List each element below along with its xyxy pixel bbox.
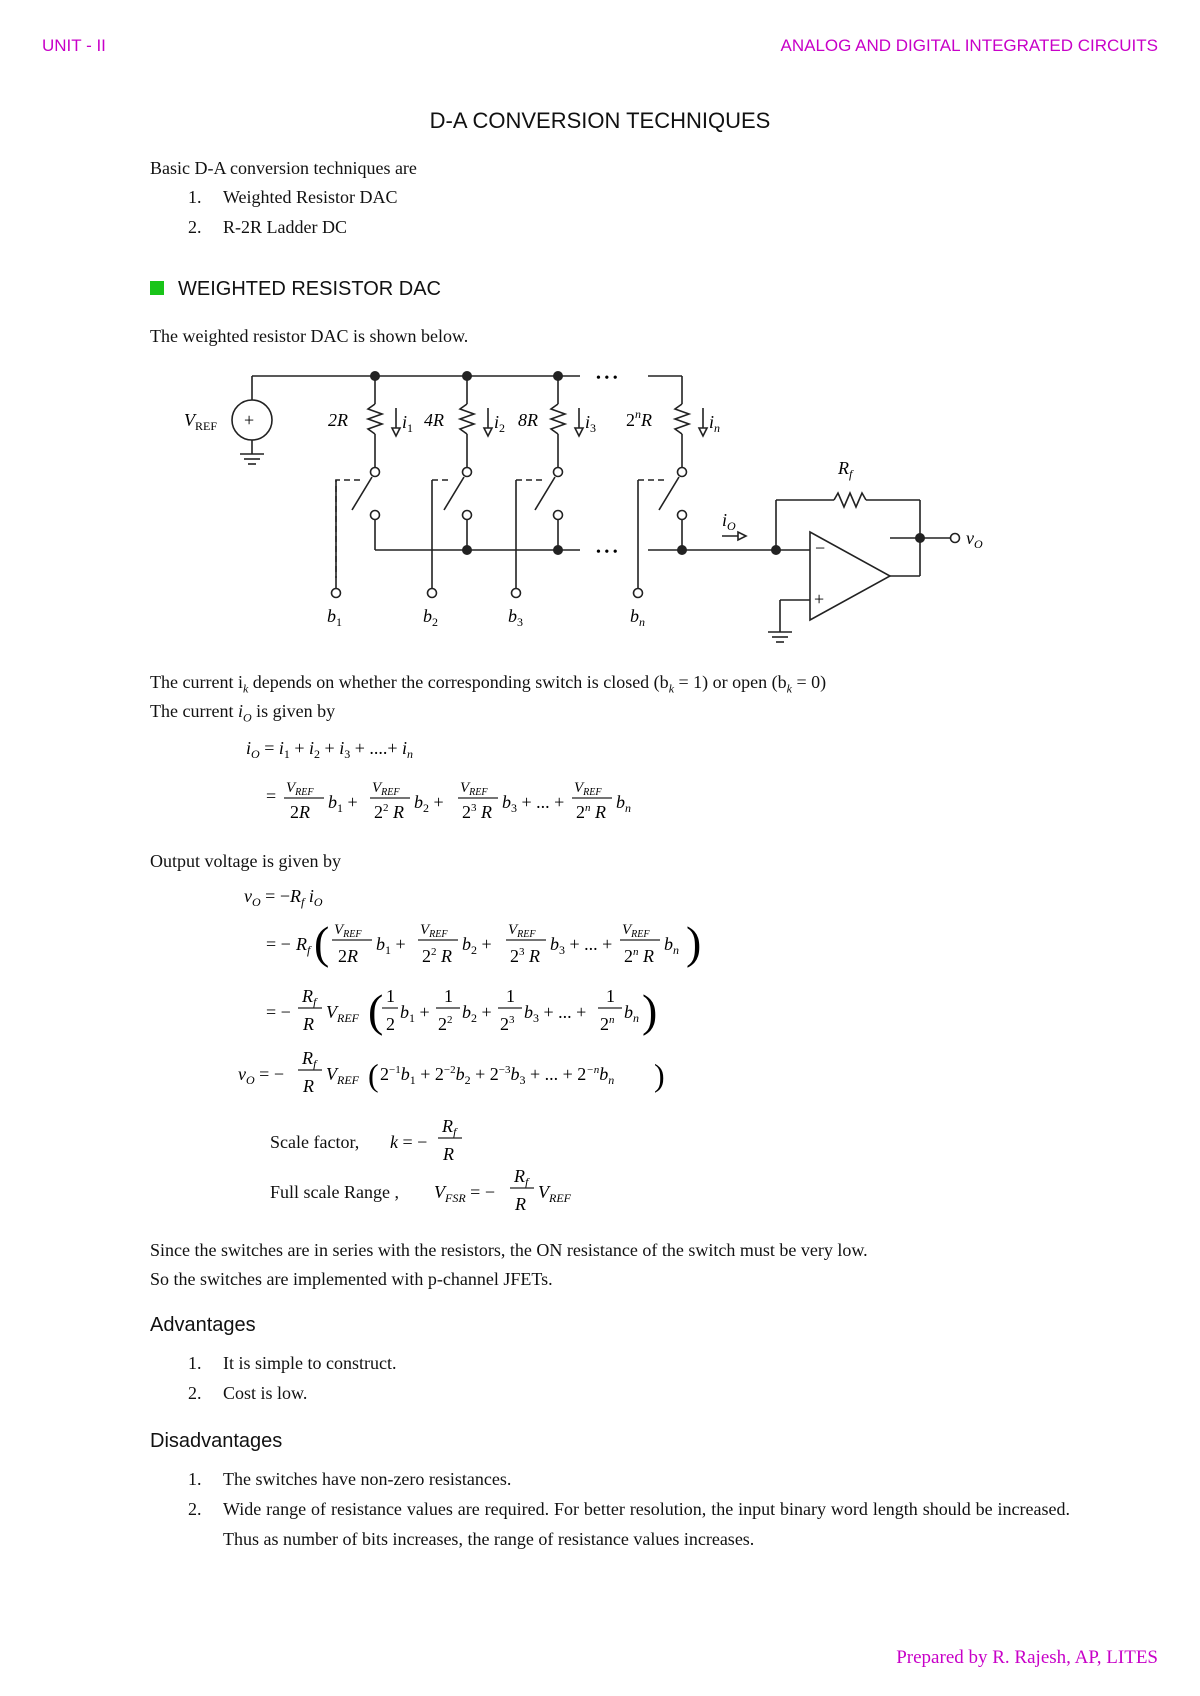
svg-text:VREF: $V_{REF}$ (286, 780, 314, 798)
svg-text:23: $2^3$ (500, 1014, 515, 1034)
svg-text:1: 1 (606, 986, 615, 1006)
svg-text:1: 1 (506, 986, 515, 1006)
svg-text:Rf: $R_f$ (302, 1048, 317, 1071)
intro-lead: Basic D-A conversion techniques are (150, 158, 417, 178)
svg-text:R: R (515, 1194, 526, 1214)
svg-text:b3 + ... +: $b_3$ + ... + (524, 1002, 587, 1025)
list-item: 1. The switches have non-zero resistances. (188, 1469, 512, 1489)
res-4r: 4R (424, 410, 444, 430)
res-2nr: 2$^n$R (626, 407, 652, 430)
current-given-text: The current $i_O$ is given by (150, 701, 336, 725)
svg-text:1: 1 (386, 986, 395, 1006)
svg-text:VREF: $V_{REF}$ (326, 1002, 359, 1025)
svg-text:1: 1 (444, 986, 453, 1006)
svg-text:R: R (303, 1014, 314, 1034)
svg-text:R: R (303, 1076, 314, 1096)
svg-text:): ) (642, 985, 658, 1036)
header-subject: ANALOG AND DIGITAL INTEGRATED CIRCUITS (780, 36, 1158, 55)
io-label: $i_O$ (722, 510, 736, 533)
section-caption: The weighted resistor DAC is shown below. (150, 326, 469, 346)
page-title: D-A CONVERSION TECHNIQUES (429, 108, 771, 133)
current-i1: $i_1$ (402, 412, 414, 435)
svg-text:22: $2^2$ (438, 1014, 453, 1034)
svg-text:b2 +: $b_2$ + (462, 1002, 492, 1025)
svg-text:b3 + ... +: $b_3$ + ... + (550, 934, 613, 957)
ellipsis-top: • • • (596, 371, 618, 386)
rf-label: $R_f$ (838, 458, 853, 481)
svg-text:(: ( (314, 917, 330, 968)
bit-bn: $b_n$ (630, 606, 645, 629)
output-voltage-equations (238, 878, 798, 1108)
vref-label: $V_{REF}$ (184, 410, 218, 433)
list-item: 1. Weighted Resistor DAC (188, 187, 398, 207)
list-item: 2. Cost is low. (188, 1383, 308, 1403)
list-item: 2. R-2R Ladder DC (188, 217, 347, 237)
full-scale-range-equation (434, 1162, 614, 1222)
footer-credit: Prepared by R. Rajesh, AP, LITES (896, 1647, 1158, 1668)
bit-b2: $b_2$ (423, 606, 438, 629)
svg-text:Rf: $R_f$ (442, 1116, 457, 1139)
svg-text:VFSR = −: $V_{FSR}$ = − (434, 1182, 495, 1205)
opamp-plus: + (814, 589, 825, 609)
svg-text:VREF: $V_{REF}$ (420, 922, 448, 940)
svg-text:b2 +: $b_2$ + (414, 792, 444, 815)
header-unit: UNIT - II (42, 36, 106, 55)
svg-text:Rf: $R_f$ (302, 986, 317, 1009)
svg-text:VREF: $V_{REF}$ (372, 780, 400, 798)
svg-text:): ) (686, 917, 702, 968)
list-item: 2. Wide range of resistance values are required. For better resolution, the input binary word length should be increased. Thus as number of bits increases, the range of resistance values increases. (188, 1499, 1070, 1549)
res-2r: 2R (328, 410, 348, 430)
svg-text:2−1b1 + 2−2b2 + 2−3b3 + ... +: $2^{-1}b_1 + 2^{-2}b_2 + 2^{-3}b_3$ + ... + $2^{-n}b_n$ (380, 1064, 615, 1087)
svg-text:= −: = − (266, 1002, 291, 1022)
svg-text:= −: = − (266, 934, 291, 954)
svg-text:b3 + ... +: $b_3$ + ... + (502, 792, 565, 815)
svg-text:23 R: $2^3$ R (462, 802, 492, 822)
svg-text:22 R: $2^2$ R (422, 946, 452, 966)
svg-text:bn: $b_n$ (624, 1002, 639, 1025)
svg-text:VREF: $V_{REF}$ (334, 922, 362, 940)
svg-text:VREF: $V_{REF}$ (508, 922, 536, 940)
svg-text:2: 2 (386, 1014, 395, 1034)
svg-text:VREF: $V_{REF}$ (460, 780, 488, 798)
svg-text:2n R: 2$^n$ R (576, 802, 606, 822)
branch-3 (516, 376, 565, 588)
current-i3: $i_3$ (585, 412, 597, 435)
bit-b1: $b_1$ (327, 606, 342, 629)
svg-text:vO = −: $v_O$ = − (238, 1064, 284, 1087)
svg-text:b2 +: $b_2$ + (462, 934, 492, 957)
res-8r: 8R (518, 410, 538, 430)
svg-text:vO = −Rf iO: $v_O = -R_f$ $i_O$ (244, 886, 323, 909)
bit-b3: $b_3$ (508, 606, 523, 629)
weighted-resistor-dac-diagram (0, 358, 1200, 658)
svg-text:(: ( (368, 985, 384, 1036)
current-i2: $i_2$ (494, 412, 506, 435)
full-scale-range-label: Full scale Range , (270, 1182, 399, 1202)
svg-text:b1 +: $b_1$ + (328, 792, 358, 815)
svg-text:b1 +: $b_1$ + (400, 1002, 430, 1025)
svg-text:bn: $b_n$ (664, 934, 679, 957)
opamp-minus: − (815, 538, 826, 558)
svg-text:iO = i1 + i2 + i3 + ....+ in: $i_O = i_1 + i_2 + i_3$ + ....+ $i_n$ (246, 738, 414, 761)
advantages-heading: Advantages (150, 1314, 256, 1336)
disadvantages-heading: Disadvantages (150, 1430, 283, 1452)
svg-text:=: = (266, 786, 277, 806)
current-equations (240, 730, 740, 830)
svg-text:VREF: $V_{REF}$ (326, 1064, 359, 1087)
disadvantages-list (150, 1464, 1070, 1554)
svg-text:2R: 2R (338, 946, 358, 966)
scale-factor-label: Scale factor, (270, 1132, 360, 1152)
svg-text:2R: 2R (290, 802, 310, 822)
green-square-icon (150, 281, 164, 295)
source-plus: + (244, 410, 255, 430)
svg-text:23 R: $2^3$ R (510, 946, 540, 966)
svg-text:2n R: 2$^n$ R (624, 946, 654, 966)
branch-1 (336, 376, 382, 588)
list-item: 1. It is simple to construct. (188, 1353, 397, 1373)
svg-text:k = −: k = − (390, 1132, 428, 1152)
switch-note-1: Since the switches are in series with the resistors, the ON resistance of the switch must be very low. (150, 1240, 868, 1260)
output-given-text: Output voltage is given by (150, 851, 341, 871)
svg-text:b1 +: $b_1$ + (376, 934, 406, 957)
intro-list (150, 182, 398, 242)
svg-text:Rf: $R_f$ (514, 1166, 529, 1189)
svg-text:Rf: $R_f$ (296, 934, 311, 957)
section-heading: WEIGHTED RESISTOR DAC (150, 278, 441, 301)
svg-text:VREF: $V_{REF}$ (574, 780, 602, 798)
svg-text:VREF: $V_{REF}$ (538, 1182, 571, 1205)
branch-2 (432, 376, 474, 588)
svg-text:VREF: $V_{REF}$ (622, 922, 650, 940)
svg-text:2n: 2$^n$ (600, 1014, 615, 1034)
current-in: $i_n$ (709, 412, 721, 435)
svg-text:): ) (654, 1057, 665, 1093)
current-dependence-text: The current $i_k$ depends on whether the corresponding switch is closed $(b_k = 1)$ or open $(b_k = 0)$ (150, 672, 827, 696)
ellipsis-bottom: • • • (596, 545, 618, 560)
vo-label: $v_O$ (966, 528, 983, 551)
svg-text:(: ( (368, 1057, 379, 1093)
svg-text:R: R (443, 1144, 454, 1164)
advantages-list (150, 1348, 396, 1408)
svg-text:22 R: $2^2$ R (374, 802, 404, 822)
switch-note-2: So the switches are implemented with p-channel JFETs. (150, 1269, 553, 1289)
svg-text:bn: $b_n$ (616, 792, 631, 815)
